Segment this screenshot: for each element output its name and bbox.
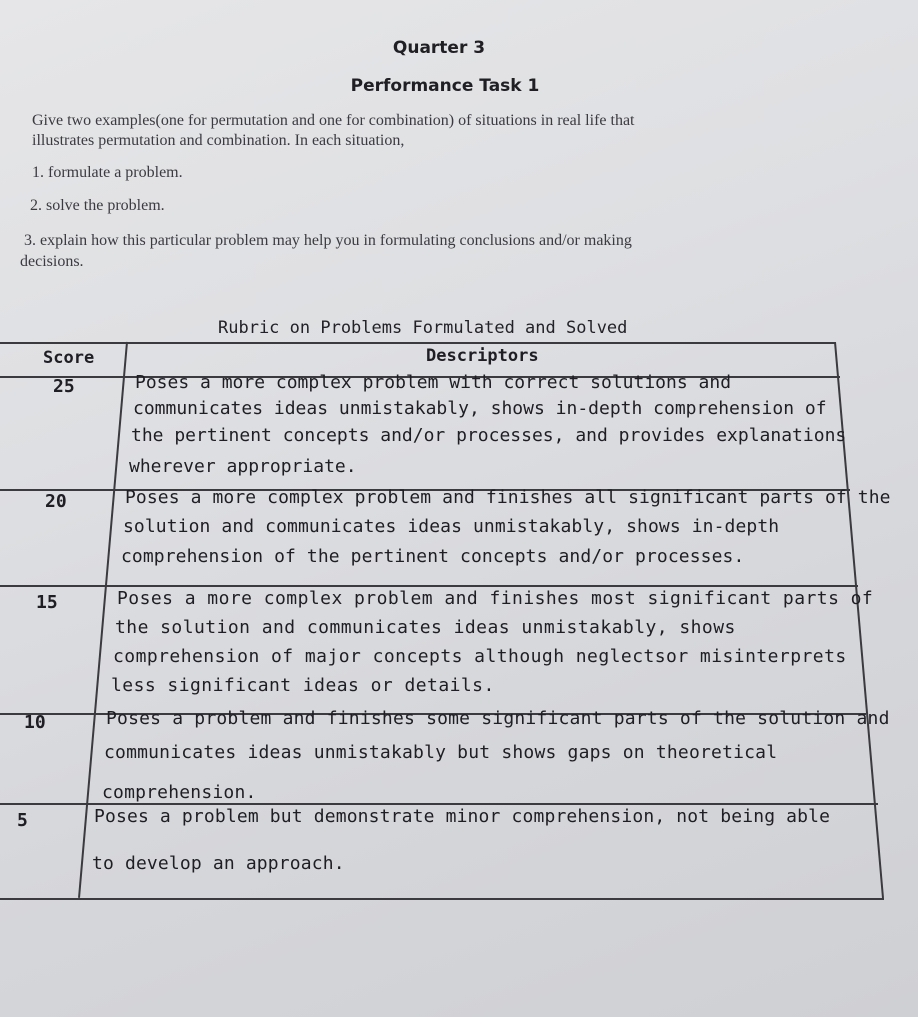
score-cell: 5	[17, 810, 28, 831]
descriptor-line: to develop an approach.	[92, 853, 345, 874]
descriptor-line: Poses a more complex problem and finishes all significant parts of the	[125, 487, 891, 508]
descriptor-line: less significant ideas or details.	[111, 675, 495, 696]
task-heading: Performance Task 1	[350, 76, 540, 96]
score-cell: 10	[24, 712, 46, 733]
intro-line-2: illustrates permutation and combination. In each situation,	[32, 132, 405, 149]
quarter-heading: Quarter 3	[392, 38, 486, 58]
descriptor-line: solution and communicates ideas unmistakably, shows in-depth	[123, 516, 780, 537]
instruction-item-1: 1. formulate a problem.	[32, 164, 183, 181]
table-row-border	[0, 803, 878, 805]
score-cell: 15	[36, 592, 58, 613]
table-row-border	[0, 585, 858, 587]
instruction-item-3-line-2: decisions.	[20, 253, 84, 270]
descriptor-line: Poses a more complex problem and finishes most significant parts of	[117, 588, 874, 609]
descriptor-line: Poses a more complex problem with correct solutions and	[135, 372, 732, 393]
descriptor-line: comprehension.	[102, 782, 257, 803]
descriptor-line: communicates ideas unmistakably but shows gaps on theoretical	[104, 742, 778, 763]
score-cell: 25	[53, 376, 75, 397]
descriptor-line: wherever appropriate.	[129, 456, 357, 477]
instruction-item-3-line-1: 3. explain how this particular problem may help you in formulating conclusions and/or making	[24, 232, 632, 249]
table-row-border	[0, 898, 884, 900]
score-column-header: Score	[43, 348, 95, 368]
descriptor-line: communicates ideas unmistakably, shows in-depth comprehension of	[133, 398, 827, 419]
descriptor-line: Poses a problem and finishes some significant parts of the solution and	[106, 708, 890, 729]
descriptor-line: the solution and communicates ideas unmistakably, shows	[115, 617, 736, 638]
rubric-title: Rubric on Problems Formulated and Solved	[218, 318, 628, 338]
score-cell: 20	[45, 491, 67, 512]
descriptor-line: the pertinent concepts and/or processes, and provides explanations	[131, 425, 847, 446]
descriptor-line: comprehension of major concepts although neglectsor misinterprets	[113, 646, 847, 667]
intro-line-1: Give two examples(one for permutation and one for combination) of situations in real life that	[32, 112, 635, 129]
descriptor-line: Poses a problem but demonstrate minor comprehension, not being able	[94, 806, 831, 827]
descriptors-column-header: Descriptors	[426, 346, 539, 366]
instruction-item-2: 2. solve the problem.	[30, 197, 165, 214]
descriptor-line: comprehension of the pertinent concepts and/or processes.	[121, 546, 745, 567]
